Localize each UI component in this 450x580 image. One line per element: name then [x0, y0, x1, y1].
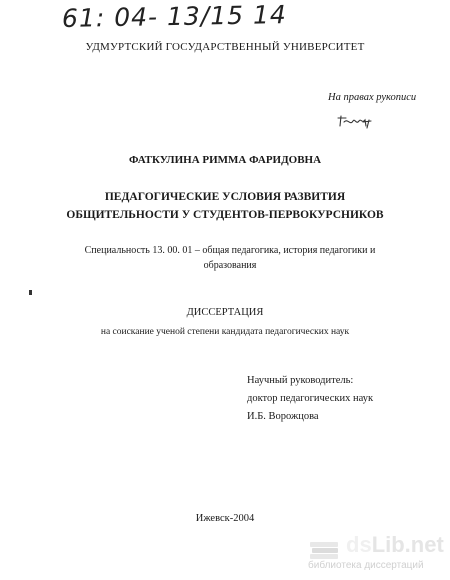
supervisor-block [247, 372, 373, 426]
author-signature [336, 112, 376, 130]
rights-note: На правах рукописи [328, 92, 417, 103]
author-name: ФАТКУЛИНА РИММА ФАРИДОВНА [128, 154, 322, 166]
book-stack-icon [308, 538, 342, 562]
dslib-watermark [306, 530, 448, 576]
watermark-domain: dsLib.net [346, 532, 444, 557]
supervisor-degree: доктор педагогических наук [247, 393, 374, 404]
university-name: УДМУРТСКИЙ ГОСУДАРСТВЕННЫЙ УНИВЕРСИТЕТ [85, 41, 365, 53]
dissertation-label: ДИССЕРТАЦИЯ [186, 307, 264, 318]
specialty-line: образования [203, 260, 257, 271]
archive-code-handwritten: 61: 04- 13/15 14 [61, 0, 288, 33]
specialty [60, 243, 400, 273]
specialty-line: Специальность 13. 00. 01 – общая педагогика, история педагогики и [84, 245, 376, 256]
supervisor-name: И.Б. Ворожцова [247, 411, 319, 422]
watermark-tagline: библиотека диссертаций [308, 560, 424, 571]
dissertation-title [0, 188, 450, 224]
supervisor-label: Научный руководитель: [247, 375, 354, 386]
title-line: ОБЩИТЕЛЬНОСТИ У СТУДЕНТОВ-ПЕРВОКУРСНИКОВ [66, 209, 384, 221]
scan-mark [29, 290, 32, 295]
city-year: Ижевск-2004 [195, 513, 255, 524]
title-line: ПЕДАГОГИЧЕСКИЕ УСЛОВИЯ РАЗВИТИЯ [104, 191, 346, 203]
degree-subtitle: на соискание ученой степени кандидата педагогических наук [100, 327, 350, 337]
